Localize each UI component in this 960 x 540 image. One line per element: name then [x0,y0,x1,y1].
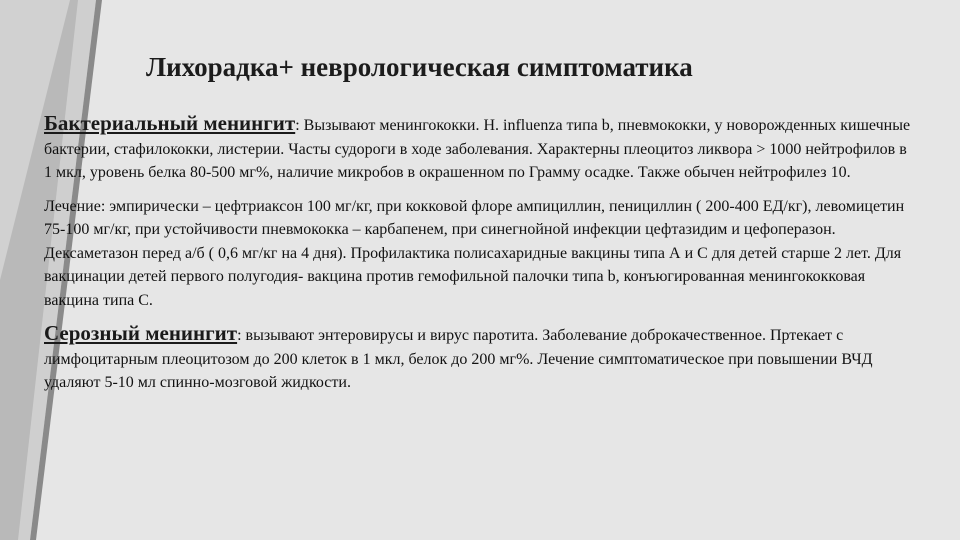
serous-meningitis-text: вызывают энтеровирусы и вирус паротита. Заболевание доброкачественное. Пртекает с лимфоцитарным плеоцитозом до 200 клеток в 1 мкл, белок до 200 мг%. Лечение симптоматическое при повышении ВЧД удаляют 5-10 мл спинно-мозговой жидкости. [44,327,873,391]
bacterial-colon: : [295,117,300,134]
serous-meningitis-paragraph [44,322,914,395]
bacterial-meningitis-paragraph [44,112,914,185]
bacterial-meningitis-text: Вызывают менингококки. H. influenza типа b, пневмококки, у новорожденных кишечные бактерии, стафилококки, листерии. Часты судороги в ходе заболевания. Характерны плеоцитоз ликвора > 1000 нейтрофилов в 1 мкл, уровень белка 80-500 мг%, наличие микробов в окрашенном по Грамму осадке. Также обычен нейтрофилез 10. [44,117,911,181]
serous-meningitis-heading: Серозный менингит [44,321,238,345]
bacterial-meningitis-heading: Бактериальный менингит [44,111,296,135]
serous-colon: : [237,327,242,344]
treatment-paragraph: Лечение: эмпирически – цефтриаксон 100 мг/кг, при кокковой флоре ампициллин, пенициллин ( 200-400 ЕД/кг), левомицетин 75-100 мг/кг, при устойчивости пневмококка – карбапенем, при синегнойной инфекции цефтазидим и цефоперазон. Дексаметазон перед а/б ( 0,6 мг/кг на 4 дня). Профилактика полисахаридные вакцины типа А и С для детей старше 2 лет. Для вакцинации детей первого полугодия- вакцина против гемофильной палочки типа b, конъюгированная менингококковая вакцина типа С. [44,197,905,309]
slide-title: Лихорадка+ неврологическая симптоматика [146,52,693,82]
slide-content [44,112,914,405]
